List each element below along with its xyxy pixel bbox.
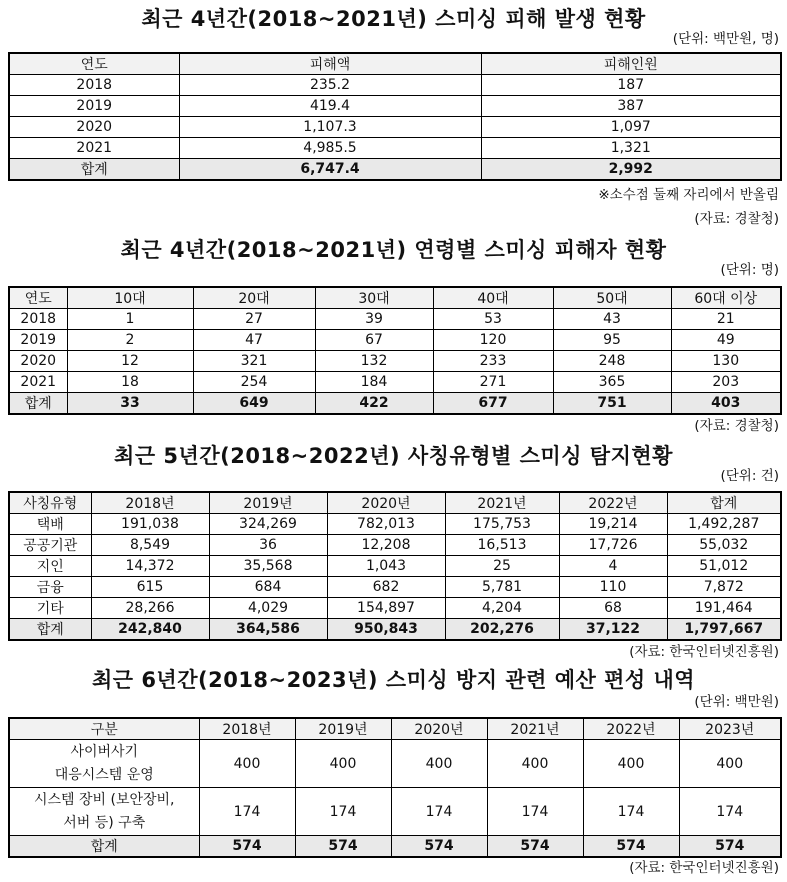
table2-victims-by-age: [8, 286, 782, 415]
table3-cell: 17,726: [559, 535, 667, 556]
table3-total-cell: 37,122: [559, 619, 667, 641]
table4-category-text: 시스템 장비 (보안장비, 서버 등) 구축: [33, 791, 175, 831]
table2-cell: 53: [433, 309, 553, 330]
table1-cell: 1,321: [481, 138, 781, 159]
table3-cell: 175,753: [445, 514, 559, 535]
table3-unit: (단위: 건): [720, 468, 779, 484]
table2-row: [9, 330, 781, 351]
table3-cell: 682: [327, 577, 445, 598]
table1-header: 연도: [9, 53, 179, 75]
table2-cell: 130: [671, 351, 781, 372]
table4-header: 2023년: [679, 718, 781, 740]
table2-row: [9, 372, 781, 393]
table3-cell: 지인: [9, 556, 91, 577]
table3-total-label: 합계: [9, 619, 91, 641]
table1-cell: 2019: [9, 96, 179, 117]
table2-cell: 2019: [9, 330, 67, 351]
table4-total-cell: 574: [583, 836, 679, 858]
table1-cell: 187: [481, 75, 781, 96]
table2-total-cell: 422: [315, 393, 433, 415]
table3-header: 2022년: [559, 492, 667, 514]
table4-total-row: [9, 836, 781, 858]
table2-cell: 12: [67, 351, 193, 372]
table3-total-cell: 1,797,667: [667, 619, 781, 641]
table2-header-row: [9, 287, 781, 309]
table4-category-text: 사이버사기 대응시스템 운영: [54, 743, 154, 783]
table2-header: 30대: [315, 287, 433, 309]
table2-cell: 233: [433, 351, 553, 372]
table1-cell: 235.2: [179, 75, 481, 96]
table3-cell: 12,208: [327, 535, 445, 556]
table2-row: [9, 309, 781, 330]
table4-total-cell: 574: [295, 836, 391, 858]
table1-row: [9, 138, 781, 159]
table2-cell: 27: [193, 309, 315, 330]
table3-cell: 19,214: [559, 514, 667, 535]
table2-cell: 120: [433, 330, 553, 351]
table2-cell: 2018: [9, 309, 67, 330]
table4-total-cell: 574: [487, 836, 583, 858]
table3-cell: 51,012: [667, 556, 781, 577]
table3-cell: 154,897: [327, 598, 445, 619]
table2-total-cell: 649: [193, 393, 315, 415]
table1-cell: 1,097: [481, 117, 781, 138]
table1-damage-by-year: [8, 52, 782, 181]
table4-cell: 174: [487, 788, 583, 836]
table4-cell: 174: [679, 788, 781, 836]
table4-budget-by-year: [8, 717, 782, 858]
table3-total-cell: 242,840: [91, 619, 209, 641]
table3-header-row: [9, 492, 781, 514]
table4-cell: 400: [583, 740, 679, 788]
table2-cell: 21: [671, 309, 781, 330]
table4-category-cell: [9, 788, 199, 836]
table1-cell: 419.4: [179, 96, 481, 117]
table1-row: [9, 96, 781, 117]
table1-cell: 387: [481, 96, 781, 117]
table3-cell: 1,043: [327, 556, 445, 577]
table4-category-cell: [9, 740, 199, 788]
table3-row: [9, 598, 781, 619]
table3-cell: 110: [559, 577, 667, 598]
table1-total-cell: 2,992: [481, 159, 781, 181]
table2-source: (자료: 경찰청): [694, 418, 779, 434]
table4-cell: 400: [391, 740, 487, 788]
table1-source: (자료: 경찰청): [694, 211, 779, 227]
table2-header: 20대: [193, 287, 315, 309]
table2-cell: 2020: [9, 351, 67, 372]
table4-row: [9, 788, 781, 836]
table4-cell: 400: [295, 740, 391, 788]
table1-total-row: [9, 159, 781, 181]
table4-header: 2018년: [199, 718, 295, 740]
table3-header: 합계: [667, 492, 781, 514]
table3-row: [9, 535, 781, 556]
table2-cell: 67: [315, 330, 433, 351]
table3-cell: 4,029: [209, 598, 327, 619]
table2-cell: 184: [315, 372, 433, 393]
table2-title: 최근 4년간(2018~2021년) 연령별 스미싱 피해자 현황: [120, 238, 667, 262]
table2-header: 50대: [553, 287, 671, 309]
table2-cell: 39: [315, 309, 433, 330]
table4-row: [9, 740, 781, 788]
table3-total-cell: 202,276: [445, 619, 559, 641]
table3-total-cell: 364,586: [209, 619, 327, 641]
table1-unit: (단위: 백만원, 명): [672, 31, 779, 47]
table3-cell: 55,032: [667, 535, 781, 556]
table2-cell: 1: [67, 309, 193, 330]
table4-total-cell: 574: [679, 836, 781, 858]
table4-cell: 400: [487, 740, 583, 788]
table3-cell: 16,513: [445, 535, 559, 556]
table3-title: 최근 5년간(2018~2022년) 사칭유형별 스미싱 탐지현황: [114, 444, 673, 468]
table4-header: 2020년: [391, 718, 487, 740]
table4-header-row: [9, 718, 781, 740]
table3-total-cell: 950,843: [327, 619, 445, 641]
table4-header: 2022년: [583, 718, 679, 740]
table4-unit: (단위: 백만원): [694, 694, 779, 710]
table1-header: 피해액: [179, 53, 481, 75]
table3-cell: 기타: [9, 598, 91, 619]
table3-cell: 금융: [9, 577, 91, 598]
table2-row: [9, 351, 781, 372]
table2-cell: 2021: [9, 372, 67, 393]
table3-cell: 공공기관: [9, 535, 91, 556]
table3-cell: 782,013: [327, 514, 445, 535]
table3-header: 2018년: [91, 492, 209, 514]
table2-cell: 271: [433, 372, 553, 393]
table3-detections-by-type: [8, 491, 782, 641]
table3-cell: 615: [91, 577, 209, 598]
table3-row: [9, 514, 781, 535]
table2-cell: 254: [193, 372, 315, 393]
table1-footnote: ※소수점 둘째 자리에서 반올림: [598, 187, 779, 203]
table2-cell: 49: [671, 330, 781, 351]
table3-cell: 14,372: [91, 556, 209, 577]
table4-cell: 174: [583, 788, 679, 836]
table3-cell: 191,464: [667, 598, 781, 619]
table2-cell: 2: [67, 330, 193, 351]
table2-cell: 43: [553, 309, 671, 330]
table3-cell: 68: [559, 598, 667, 619]
table1-header: 피해인원: [481, 53, 781, 75]
table4-source: (자료: 한국인터넷진흥원): [629, 860, 779, 876]
table1-row: [9, 75, 781, 96]
table2-header: 연도: [9, 287, 67, 309]
table1-total-cell: 6,747.4: [179, 159, 481, 181]
table4-cell: 174: [199, 788, 295, 836]
table3-cell: 4: [559, 556, 667, 577]
table1-total-label: 합계: [9, 159, 179, 181]
table3-total-row: [9, 619, 781, 641]
table3-cell: 4,204: [445, 598, 559, 619]
table1-cell: 4,985.5: [179, 138, 481, 159]
table4-cell: 174: [391, 788, 487, 836]
table2-cell: 47: [193, 330, 315, 351]
table2-unit: (단위: 명): [720, 262, 779, 278]
table2-total-cell: 33: [67, 393, 193, 415]
table4-header: 2019년: [295, 718, 391, 740]
table4-cell: 400: [199, 740, 295, 788]
table2-cell: 365: [553, 372, 671, 393]
table3-cell: 35,568: [209, 556, 327, 577]
table2-cell: 321: [193, 351, 315, 372]
table2-total-label: 합계: [9, 393, 67, 415]
table3-row: [9, 556, 781, 577]
table3-cell: 36: [209, 535, 327, 556]
table3-cell: 7,872: [667, 577, 781, 598]
table4-header: 2021년: [487, 718, 583, 740]
table3-cell: 25: [445, 556, 559, 577]
table4-cell: 174: [295, 788, 391, 836]
table3-cell: 324,269: [209, 514, 327, 535]
table2-total-cell: 677: [433, 393, 553, 415]
table2-cell: 203: [671, 372, 781, 393]
table3-source: (자료: 한국인터넷진흥원): [629, 644, 779, 660]
table3-header: 2020년: [327, 492, 445, 514]
table1-row: [9, 117, 781, 138]
table3-cell: 택배: [9, 514, 91, 535]
table3-cell: 1,492,287: [667, 514, 781, 535]
table1-title: 최근 4년간(2018~2021년) 스미싱 피해 발생 현황: [141, 7, 646, 31]
table2-total-cell: 403: [671, 393, 781, 415]
table3-header: 2021년: [445, 492, 559, 514]
table3-cell: 8,549: [91, 535, 209, 556]
table3-cell: 191,038: [91, 514, 209, 535]
table3-cell: 684: [209, 577, 327, 598]
table4-total-label: 합계: [9, 836, 199, 858]
table2-total-cell: 751: [553, 393, 671, 415]
table2-cell: 18: [67, 372, 193, 393]
table1-cell: 2020: [9, 117, 179, 138]
table3-cell: 5,781: [445, 577, 559, 598]
table1-cell: 2018: [9, 75, 179, 96]
table1-cell: 2021: [9, 138, 179, 159]
table1-cell: 1,107.3: [179, 117, 481, 138]
table1-header-row: [9, 53, 781, 75]
table3-header: 2019년: [209, 492, 327, 514]
table2-cell: 248: [553, 351, 671, 372]
table2-header: 60대 이상: [671, 287, 781, 309]
table3-cell: 28,266: [91, 598, 209, 619]
table2-cell: 95: [553, 330, 671, 351]
table4-cell: 400: [679, 740, 781, 788]
table2-total-row: [9, 393, 781, 415]
table3-row: [9, 577, 781, 598]
table4-total-cell: 574: [199, 836, 295, 858]
table2-header: 10대: [67, 287, 193, 309]
table4-total-cell: 574: [391, 836, 487, 858]
table2-header: 40대: [433, 287, 553, 309]
table4-title: 최근 6년간(2018~2023년) 스미싱 방지 관련 예산 편성 내역: [91, 668, 696, 692]
table2-cell: 132: [315, 351, 433, 372]
table4-header: 구분: [9, 718, 199, 740]
table3-header: 사칭유형: [9, 492, 91, 514]
